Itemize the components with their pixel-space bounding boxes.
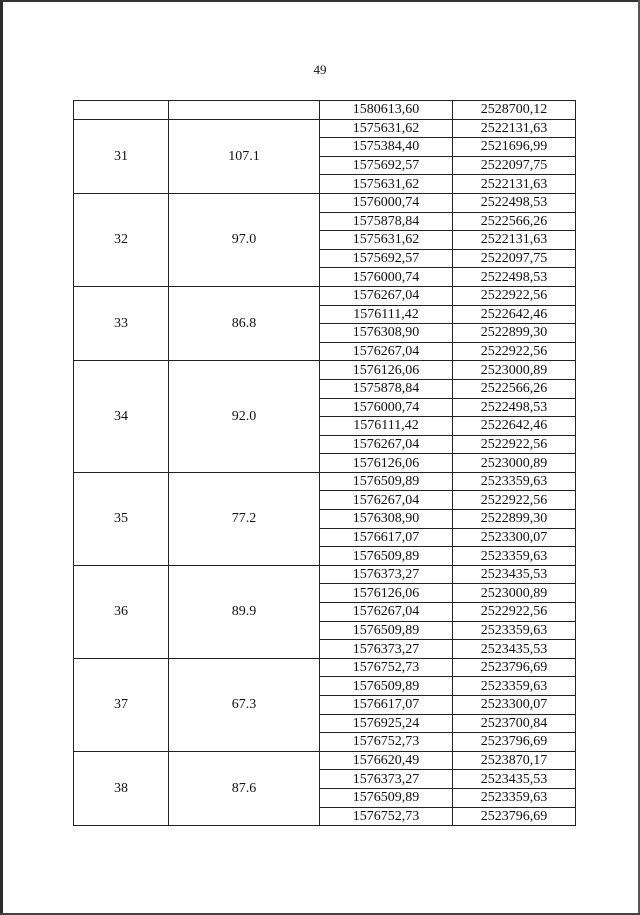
x-coordinate-cell: 1576617,07	[320, 696, 453, 715]
x-coordinate-cell: 1575692,57	[320, 249, 453, 268]
y-coordinate-cell: 2523359,63	[453, 472, 576, 491]
area-cell: 87.6	[169, 751, 320, 825]
x-coordinate-cell: 1576752,73	[320, 807, 453, 826]
y-coordinate-cell: 2523300,07	[453, 528, 576, 547]
area-cell: 107.1	[169, 119, 320, 193]
y-coordinate-cell: 2523435,53	[453, 565, 576, 584]
x-coordinate-cell: 1576509,89	[320, 547, 453, 566]
plot-id-cell: 32	[74, 193, 169, 286]
y-coordinate-cell: 2522566,26	[453, 379, 576, 398]
x-coordinate-cell: 1576308,90	[320, 510, 453, 529]
y-coordinate-cell: 2523000,89	[453, 361, 576, 380]
y-coordinate-cell: 2523000,89	[453, 584, 576, 603]
x-coordinate-cell: 1576000,74	[320, 193, 453, 212]
plot-id-cell: 38	[74, 751, 169, 825]
x-coordinate-cell: 1576267,04	[320, 491, 453, 510]
y-coordinate-cell: 2523700,84	[453, 714, 576, 733]
y-coordinate-cell: 2522131,63	[453, 119, 576, 138]
y-coordinate-cell: 2523300,07	[453, 696, 576, 715]
y-coordinate-cell: 2522097,75	[453, 156, 576, 175]
area-cell: 86.8	[169, 286, 320, 360]
y-coordinate-cell: 2522922,56	[453, 491, 576, 510]
table-row	[74, 658, 576, 677]
y-coordinate-cell: 2523359,63	[453, 547, 576, 566]
x-coordinate-cell: 1576111,42	[320, 417, 453, 436]
y-coordinate-cell: 2523435,53	[453, 770, 576, 789]
x-coordinate-cell: 1576000,74	[320, 398, 453, 417]
x-coordinate-cell: 1576126,06	[320, 584, 453, 603]
area-cell: 97.0	[169, 193, 320, 286]
plot-id-cell: 35	[74, 472, 169, 565]
scan-edge-left	[0, 0, 3, 915]
y-coordinate-cell: 2522922,56	[453, 603, 576, 622]
y-coordinate-cell: 2522566,26	[453, 212, 576, 231]
y-coordinate-cell: 2523796,69	[453, 658, 576, 677]
y-coordinate-cell: 2523435,53	[453, 640, 576, 659]
table-row	[74, 119, 576, 138]
y-coordinate-cell: 2522498,53	[453, 268, 576, 287]
y-coordinate-cell: 2522899,30	[453, 324, 576, 343]
x-coordinate-cell: 1576000,74	[320, 268, 453, 287]
plot-id-cell: 36	[74, 565, 169, 658]
x-coordinate-cell: 1576617,07	[320, 528, 453, 547]
x-coordinate-cell: 1576267,04	[320, 435, 453, 454]
y-coordinate-cell: 2523796,69	[453, 807, 576, 826]
y-coordinate-cell: 2522498,53	[453, 398, 576, 417]
plot-id-cell: 37	[74, 658, 169, 751]
x-coordinate-cell: 1575384,40	[320, 138, 453, 157]
y-coordinate-cell: 2521696,99	[453, 138, 576, 157]
x-coordinate-cell: 1580613,60	[320, 101, 453, 120]
y-coordinate-cell: 2523359,63	[453, 621, 576, 640]
x-coordinate-cell: 1576752,73	[320, 733, 453, 752]
x-coordinate-cell: 1576308,90	[320, 324, 453, 343]
table-row	[74, 101, 576, 120]
area-cell: 89.9	[169, 565, 320, 658]
table-row	[74, 193, 576, 212]
y-coordinate-cell: 2522131,63	[453, 175, 576, 194]
plot-id-cell	[74, 101, 169, 120]
plot-id-cell: 33	[74, 286, 169, 360]
y-coordinate-cell: 2522922,56	[453, 435, 576, 454]
y-coordinate-cell: 2523870,17	[453, 751, 576, 770]
x-coordinate-cell: 1576126,06	[320, 361, 453, 380]
y-coordinate-cell: 2523000,89	[453, 454, 576, 473]
y-coordinate-cell: 2522642,46	[453, 417, 576, 436]
x-coordinate-cell: 1575878,84	[320, 212, 453, 231]
x-coordinate-cell: 1576267,04	[320, 342, 453, 361]
y-coordinate-cell: 2522922,56	[453, 342, 576, 361]
x-coordinate-cell: 1576126,06	[320, 454, 453, 473]
page-number: 49	[313, 62, 327, 77]
x-coordinate-cell: 1575631,62	[320, 119, 453, 138]
x-coordinate-cell: 1576509,89	[320, 621, 453, 640]
y-coordinate-cell: 2523796,69	[453, 733, 576, 752]
y-coordinate-cell: 2522922,56	[453, 286, 576, 305]
x-coordinate-cell: 1575631,62	[320, 175, 453, 194]
y-coordinate-cell: 2528700,12	[453, 101, 576, 120]
x-coordinate-cell: 1576509,89	[320, 788, 453, 807]
y-coordinate-cell: 2522097,75	[453, 249, 576, 268]
y-coordinate-cell: 2522899,30	[453, 510, 576, 529]
area-cell: 67.3	[169, 658, 320, 751]
table-row	[74, 361, 576, 380]
x-coordinate-cell: 1576373,27	[320, 565, 453, 584]
x-coordinate-cell: 1575631,62	[320, 231, 453, 250]
table-row	[74, 751, 576, 770]
y-coordinate-cell: 2523359,63	[453, 677, 576, 696]
table-row	[74, 472, 576, 491]
x-coordinate-cell: 1576509,89	[320, 677, 453, 696]
x-coordinate-cell: 1576267,04	[320, 286, 453, 305]
scan-edge-top	[0, 0, 640, 2]
x-coordinate-cell: 1576111,42	[320, 305, 453, 324]
x-coordinate-cell: 1576373,27	[320, 640, 453, 659]
coordinates-table	[73, 100, 576, 826]
area-cell	[169, 101, 320, 120]
area-cell: 92.0	[169, 361, 320, 473]
plot-id-cell: 31	[74, 119, 169, 193]
plot-id-cell: 34	[74, 361, 169, 473]
x-coordinate-cell: 1576373,27	[320, 770, 453, 789]
x-coordinate-cell: 1575878,84	[320, 379, 453, 398]
x-coordinate-cell: 1576267,04	[320, 603, 453, 622]
area-cell: 77.2	[169, 472, 320, 565]
y-coordinate-cell: 2522642,46	[453, 305, 576, 324]
x-coordinate-cell: 1576509,89	[320, 472, 453, 491]
y-coordinate-cell: 2522498,53	[453, 193, 576, 212]
x-coordinate-cell: 1575692,57	[320, 156, 453, 175]
x-coordinate-cell: 1576752,73	[320, 658, 453, 677]
y-coordinate-cell: 2523359,63	[453, 788, 576, 807]
y-coordinate-cell: 2522131,63	[453, 231, 576, 250]
table-row	[74, 286, 576, 305]
x-coordinate-cell: 1576620,49	[320, 751, 453, 770]
table-row	[74, 565, 576, 584]
x-coordinate-cell: 1576925,24	[320, 714, 453, 733]
